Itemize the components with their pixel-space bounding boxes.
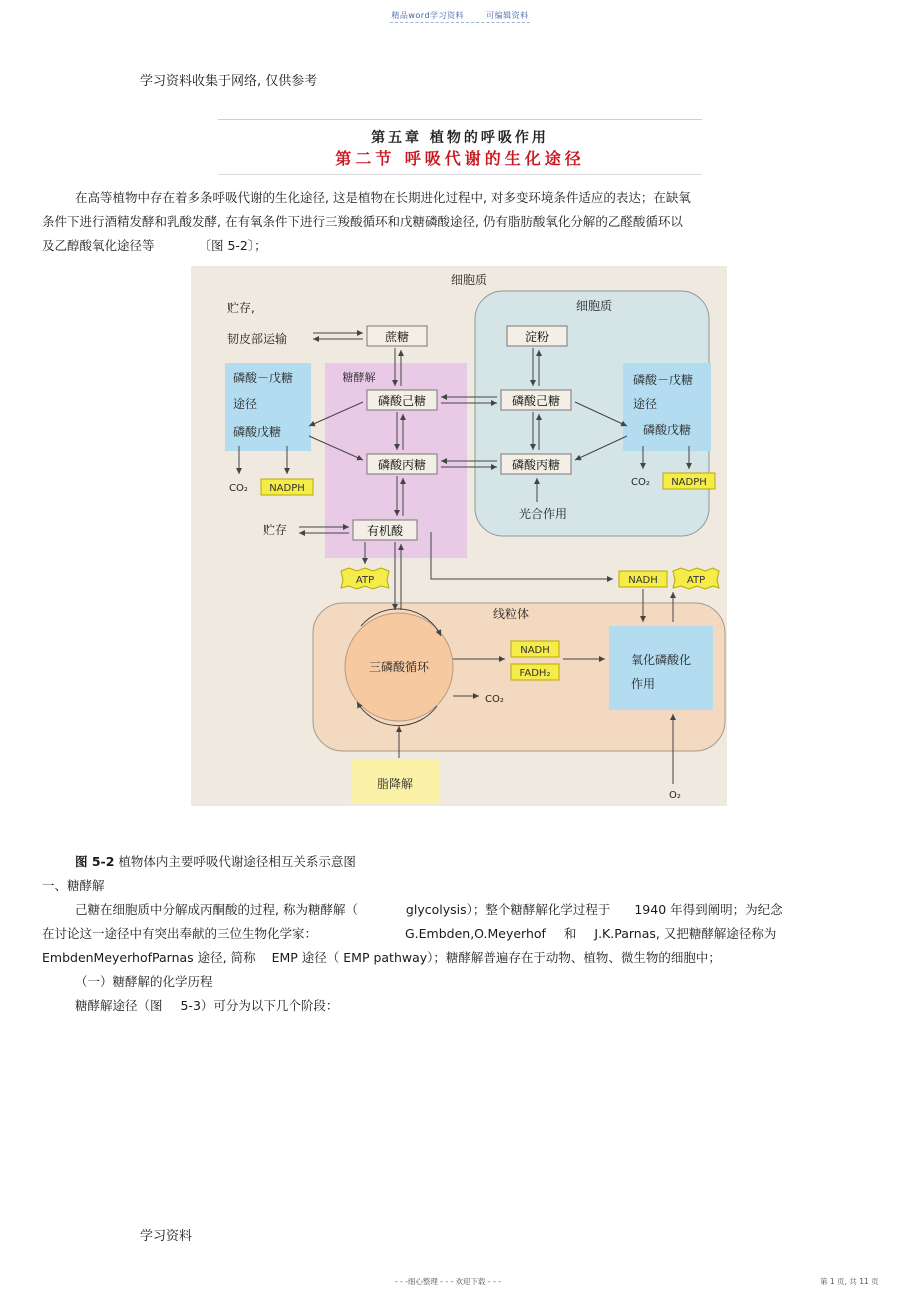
ppp-left-co2: CO₂: [229, 483, 248, 494]
header-divider: [390, 22, 530, 23]
node-triose-phosphate-right-label: 磷酸丙糖: [511, 458, 561, 472]
figure-caption-text: 植物体内主要呼吸代谢途径相互关系示意图: [118, 854, 356, 869]
label-storage-2: 贮存: [263, 523, 288, 537]
ppp-right-pentose: 磷酸戊糖: [643, 423, 692, 437]
intro-line-3-text: 及乙醇酸氧化途径等: [42, 238, 155, 253]
footer-left: 学习资料: [140, 1229, 193, 1244]
label-cytoplasm-outer: 细胞质: [450, 273, 488, 287]
atp-left: ATP: [355, 575, 375, 586]
oxphos-title: 氧化磷酸化: [631, 653, 692, 667]
label-cytoplasm-inner: 细胞质: [575, 299, 613, 313]
nadh-mito: NADH: [520, 645, 550, 656]
label-o2: O₂: [669, 790, 681, 801]
node-starch-label: 淀粉: [524, 330, 550, 344]
footer-center: - - -细心整理 - - - 欢迎下载 - - -: [395, 1277, 501, 1286]
p1-line1-a: 己糖在细胞质中分解成丙酮酸的过程, 称为糖酵解（: [75, 902, 358, 917]
node-sucrose-label: 蔗糖: [384, 330, 410, 344]
section-title: 第二节 呼吸代谢的生化途径: [335, 149, 585, 168]
p1-line3-a: EmbdenMeyerhofParnas: [42, 950, 194, 965]
header-right: 可编辑资料: [486, 11, 529, 20]
node-hexose-phosphate-right-label: 磷酸己糖: [511, 394, 561, 408]
label-photosynthesis: 光合作用: [518, 507, 568, 521]
intro-line-2: 条件下进行酒精发酵和乳酸发酵, 在有氧条件下进行三羧酸循环和戊糖磷酸途径, 仍有脂肪酸氧化分解的乙醛酸循环以: [42, 214, 683, 229]
p2-a: 糖酵解途径（图: [75, 998, 163, 1013]
p1-line3: [42, 946, 721, 970]
p1-line3-b: 途径, 简称: [197, 950, 256, 965]
title-rule-top: [218, 119, 702, 120]
oxphos-region: [609, 626, 713, 710]
p2: [75, 994, 338, 1018]
chapter-title: 第五章 植物的呼吸作用: [371, 130, 549, 146]
p1-line2-c: 和: [563, 926, 577, 941]
page-header: [0, 10, 920, 21]
header-left: 精品word学习资料: [391, 11, 465, 20]
label-lipolysis: 脂降解: [376, 777, 414, 791]
ppp-left-route: 途径: [233, 397, 258, 411]
atp-right: ATP: [686, 575, 706, 586]
oxphos-subtitle: 作用: [631, 677, 656, 691]
node-triose-phosphate-left-label: 磷酸丙糖: [377, 458, 427, 472]
ppp-right-nadph: NADPH: [671, 477, 707, 488]
node-hexose-phosphate-left-label: 磷酸己糖: [377, 394, 427, 408]
label-glycolysis: 糖酵解: [342, 371, 376, 384]
label-tca: 三磷酸循环: [368, 660, 430, 674]
top-note: 学习资料收集于网络, 仅供参考: [140, 74, 318, 89]
heading-glycolysis: 一、糖酵解: [42, 878, 105, 893]
p1-line3-d: EMP pathway）；糖酵解普遍存在于动物、植物、微生物的细胞中；: [343, 950, 721, 965]
figure-caption-label: 图 5-2: [75, 854, 115, 869]
figure-caption: [75, 852, 356, 870]
label-phloem-transport: 韧皮部运输: [227, 332, 288, 346]
p1-line2-b: G.Embden,O.Meyerhof: [404, 926, 546, 941]
label-mitochondrion: 线粒体: [492, 607, 530, 621]
p1-line2: [42, 922, 776, 946]
label-storage: 贮存,: [227, 301, 255, 315]
ppp-right-title: 磷酸－戊糖: [633, 373, 694, 387]
node-organic-acid-label: 有机酸: [366, 524, 404, 538]
ppp-left-pentose: 磷酸戊糖: [233, 425, 282, 439]
nadh-top: NADH: [628, 575, 658, 586]
footer-page-number: 第 1 页, 共 11 页: [820, 1277, 879, 1286]
p1-line2-a: 在讨论这一途径中有突出奉献的三位生物化学家：: [42, 926, 318, 941]
intro-line-3: [42, 234, 267, 258]
subheading-chemistry: （一）糖酵解的化学历程: [75, 974, 213, 989]
intro-line-1: 在高等植物中存在着多条呼吸代谢的生化途径, 这是植物在长期进化过程中, 对多变环境条件适应的表达；在缺氧: [75, 190, 691, 205]
p1-line1: [75, 898, 783, 922]
fadh2: FADH₂: [519, 668, 551, 679]
p1-line2-d: J.K.Parnas, 又把糖酵解途径称为: [594, 926, 777, 941]
p2-b: 5-3）可分为以下几个阶段：: [180, 998, 339, 1013]
mito-co2: CO₂: [485, 694, 504, 705]
ppp-right-co2: CO₂: [631, 477, 650, 488]
ppp-left-title: 磷酸－戊糖: [233, 371, 294, 385]
ppp-left-nadph: NADPH: [269, 483, 305, 494]
pathway-diagram: [191, 266, 727, 806]
p1-line1-b: glycolysis）；整个糖酵解化学过程于: [405, 902, 611, 917]
respiration-pathway-figure: [191, 266, 727, 806]
title-rule-bottom: [218, 174, 702, 175]
p1-line3-c: EMP 途径（: [271, 950, 340, 965]
ppp-right-route: 途径: [633, 397, 658, 411]
p1-line1-c: 1940 年得到阐明；为纪念: [634, 902, 783, 917]
figure-ref: 〔图 5-2〕；: [198, 238, 267, 253]
